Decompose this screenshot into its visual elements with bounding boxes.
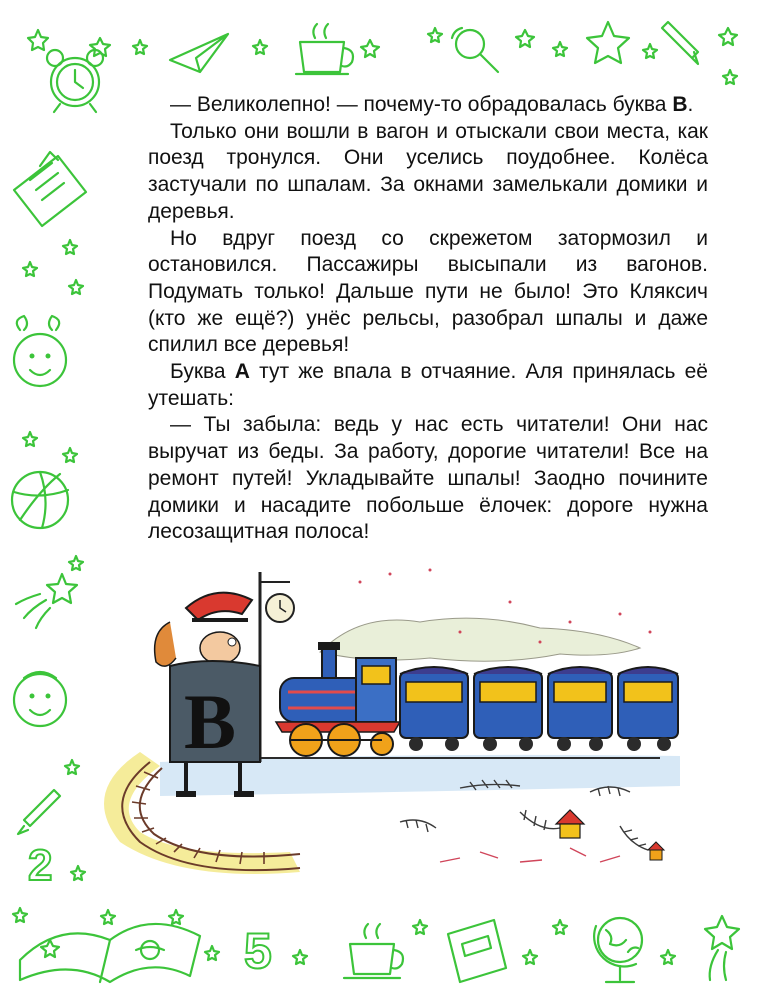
paragraph: — Ты забыла: ведь у нас есть читатели! Они нас выручат из беды. За работу, дорогие читатели! Все на ремонт путей! Укладывайте шпалы! Заодно почините домики и насадите побольше ёлочек: дороге нужна лесозащитная полоса!	[148, 413, 708, 544]
locomotive	[276, 642, 400, 756]
star-icon	[516, 30, 534, 47]
star-icon	[293, 950, 307, 964]
scattered-sleepers	[440, 848, 620, 862]
wagon	[400, 667, 468, 751]
star-icon	[69, 556, 83, 570]
paragraph: Только они вошли в вагон и отыскали свои места, как поезд тронулся. Они уселись поудобнее. Колёса застучали по шпалам. За окнами замелькали домики и деревья.	[148, 119, 708, 223]
star-icon	[205, 946, 219, 960]
star-icon	[13, 908, 27, 922]
station-clock	[260, 572, 294, 762]
boy-face-icon	[14, 672, 66, 726]
shooting-star-icon	[16, 574, 77, 628]
star-icon	[723, 70, 737, 84]
digit-doodle: 2	[28, 841, 53, 890]
text-run: — Великолепно! — почему-то обрадовалась буква	[170, 93, 673, 116]
star-icon	[719, 28, 737, 45]
paragraph	[148, 359, 708, 412]
cup-icon	[344, 924, 403, 978]
paper-plane-icon	[170, 34, 228, 72]
magnifier-icon	[452, 28, 498, 72]
star-icon	[169, 910, 183, 924]
star-icon	[63, 448, 77, 462]
note-paper-icon	[14, 152, 86, 226]
star-icon	[643, 44, 657, 58]
notebook-icon	[448, 920, 506, 982]
star-icon	[587, 22, 629, 63]
star-icon	[413, 920, 427, 934]
wagon	[548, 667, 612, 751]
pen-icon	[662, 22, 698, 64]
star-icon	[428, 28, 442, 42]
star-icon	[63, 240, 77, 254]
small-house	[556, 810, 584, 838]
letter-b-glyph: B	[184, 678, 237, 765]
alarm-clock-icon	[47, 50, 103, 112]
text-run: Буква	[170, 360, 235, 384]
story-text	[148, 92, 708, 546]
star-icon	[101, 910, 115, 924]
paragraph: Но вдруг поезд со скрежетом затормозил и остановился. Пассажиры высыпали из вагонов. Подумать только! Дальше пути не было! Это Кляксич (кто же ещё?) унёс рельсы, разобрал шпалы и даже спилил все деревья!	[148, 226, 708, 357]
cup-icon	[296, 24, 353, 74]
small-house	[648, 842, 664, 860]
train-illustration	[100, 562, 700, 882]
star-icon	[361, 40, 379, 57]
paragraph	[148, 92, 708, 119]
star-icon	[23, 262, 37, 276]
text-run: тут же впала в отчаяние. Аля принялась её утешать:	[148, 360, 708, 410]
star-icon	[69, 280, 83, 294]
star-icon	[523, 950, 537, 964]
star-icon	[253, 40, 267, 54]
star-icon	[133, 40, 147, 54]
girl-face-icon	[14, 316, 66, 386]
ball-icon	[12, 472, 68, 528]
smoke-cloud	[320, 618, 640, 661]
letter-highlight: В	[672, 93, 688, 116]
wagon	[474, 667, 542, 751]
shooting-star-icon	[705, 916, 739, 980]
open-book-icon	[20, 924, 200, 982]
pen-icon	[18, 790, 60, 834]
star-icon	[65, 760, 79, 774]
text-run: .	[687, 93, 694, 116]
star-icon	[28, 30, 48, 50]
star-icon	[23, 432, 37, 446]
star-icon	[90, 38, 110, 56]
globe-icon	[594, 918, 642, 982]
letter-highlight: А	[234, 360, 250, 384]
digit-doodle: 5	[244, 923, 272, 979]
wagon	[618, 667, 678, 751]
star-icon	[71, 866, 85, 880]
star-icon	[553, 42, 567, 56]
star-icon	[553, 920, 567, 934]
star-icon	[661, 950, 675, 964]
